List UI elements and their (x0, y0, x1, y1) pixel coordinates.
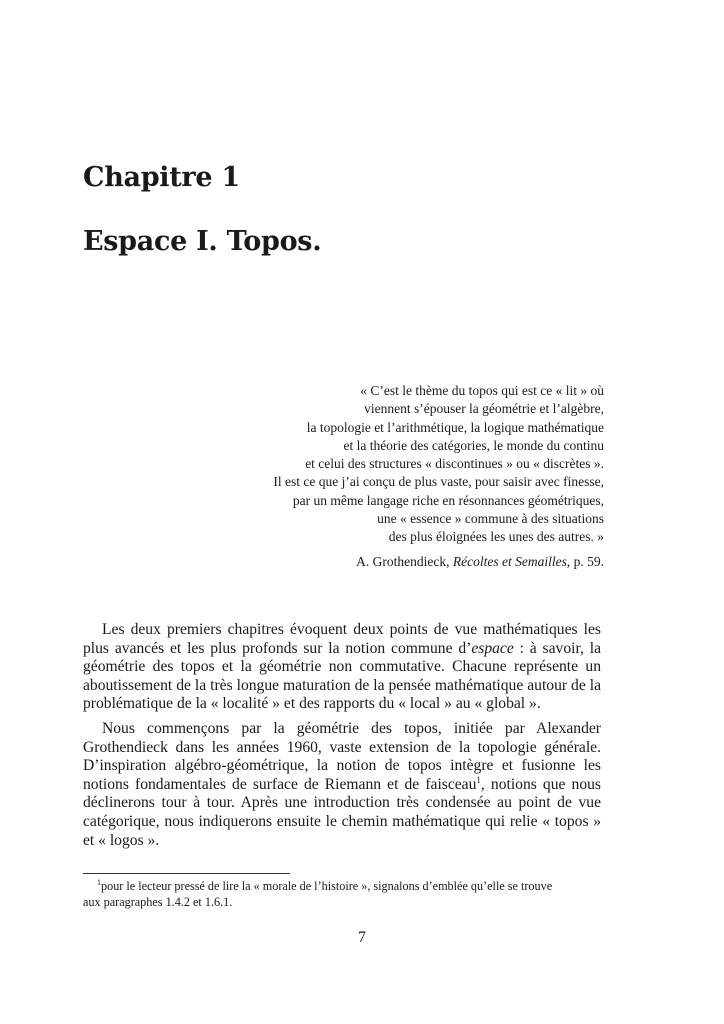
epigraph-line: viennent s’épouser la géométrie et l’algèbre, (364, 401, 604, 417)
epigraph-attribution (184, 553, 604, 571)
footnote-reference[interactable]: 1 (476, 774, 481, 785)
chapter-title: Espace I. Topos. (83, 226, 322, 257)
epigraph-line: et la théorie des catégories, le monde du continu (343, 437, 604, 453)
epigraph-line: une « essence » commune à des situations (377, 511, 604, 527)
footnote-marker: 1 (97, 877, 101, 887)
paragraph-2 (83, 720, 601, 850)
emphasis-espace: espace (471, 639, 514, 657)
chapter-label: Chapitre 1 (83, 162, 240, 193)
epigraph-quote (184, 382, 604, 571)
epigraph-line: la topologie et l’arithmétique, la logique mathématique (306, 419, 604, 435)
paragraph-1-start: Les deux premiers chapitres évoquent deux points de vue mathématiques les plus avancés et les plus profonds sur la notion commune d’ (83, 621, 601, 657)
attribution-author: A. Grothendieck, (356, 553, 453, 569)
paragraph-2-end: , notions que nous déclinerons tour à tour. Après une introduction très condensée au point de vue catégorique, nous indiquerons ensuite le chemin mathématique qui relie « topos » et « logos ». (83, 775, 601, 849)
paragraph-1 (83, 621, 601, 714)
page-number: 7 (358, 929, 366, 946)
footnote-divider (83, 873, 290, 874)
paragraph-2-start: Nous commençons par la géométrie des topos, initiée par Alexander Grothendieck dans les années 1960, vaste extension de la topologie générale. D’inspiration algébro-géométrique, la notion de topos intègre et fusionne les notions fondamentales de surface de Riemann et de faisceau (83, 719, 601, 793)
footnote-text-2: aux paragraphes 1.4.2 et 1.6.1. (83, 895, 233, 909)
footnote (83, 878, 603, 910)
attribution-page: , p. 59. (566, 553, 604, 569)
paragraph-1-end: : à savoir, la géométrie des topos et la géométrie non commutative. Chacune représente un aboutissement de la très longue maturation de la pensée mathématique autour de la problématique de la « localité » et des rapports du « local » au « global ». (83, 639, 602, 713)
footnote-line-1 (83, 878, 603, 894)
epigraph-line: et celui des structures « discontinues » ou « discrètes ». (305, 456, 604, 472)
epigraph-line: « C’est le thème du topos qui est ce « lit » où (360, 383, 604, 398)
body-text (83, 621, 601, 856)
epigraph-line: Il est ce que j’ai conçu de plus vaste, pour saisir avec finesse, (273, 474, 604, 490)
attribution-work-title: Récoltes et Semailles (452, 553, 567, 569)
epigraph-line: des plus éloignées les unes des autres. » (388, 529, 604, 545)
footnote-text-1: pour le lecteur pressé de lire la « morale de l’histoire », signalons d’emblée qu’elle se trouve (101, 879, 553, 893)
epigraph-line: par un même langage riche en résonnances géométriques, (292, 492, 604, 508)
